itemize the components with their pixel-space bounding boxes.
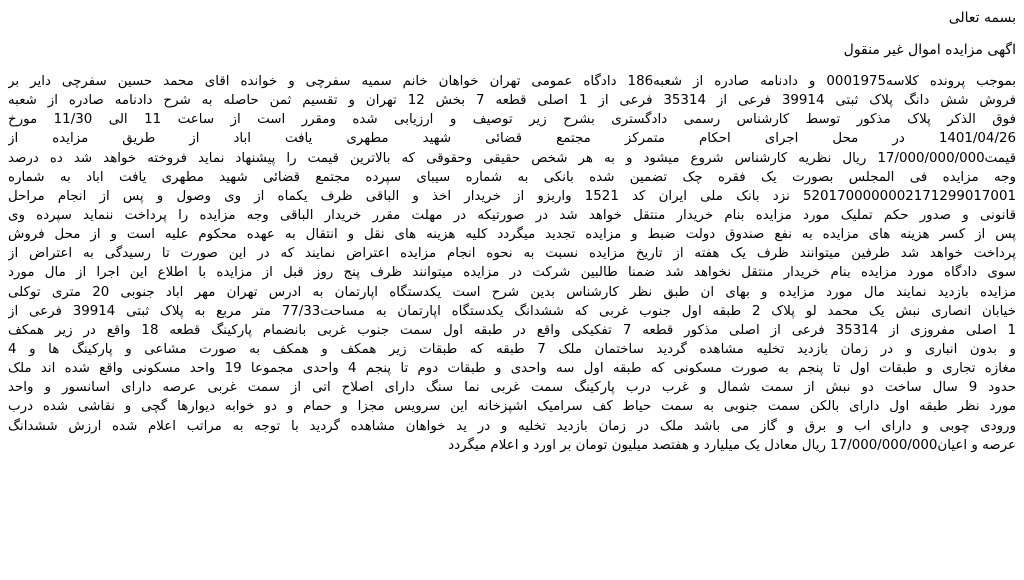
body-line-last: عرصه و اعیان17/000/000/000 ریال معادل یک میلیارد و هفتصد میلیون تومان بر اورد و اعلام میگردد [448,437,1016,453]
body-line: خیابان انصاری نبش یک محمد لو پلاک 2 طبقه اول جنوب غربی که ششدانگ یکدستگاه اپارتمان به مساحت77/33 متر مربع به پلاک ثبتی 39914 فرعی از [8,303,1016,319]
body-line: 1 اصلی مفروزی از 35314 فرعی از اصلی مذکور قطعه 7 تفکیکی واقع در طبقه اول سمت جنوب غربی بانضمام پارکینگ قطعه 18 واقع در زیر همکف [8,322,1016,338]
body-line: ورودی چوبی و دارای اب و برق و گاز می باشد ملک در زمان بازدید تخلیه و در ید خواهان مشاهده گردید با توجه به مراتب اعلام شده ارزش ششدانگ [8,418,1016,434]
body-line: فوق الذکر پلاک مذکور توسط کارشناس رسمی دادگستری بشرح زیر توصیف و ارزیابی شده ومقرر است از ساعت 11 الی 11/30 مورخ [8,112,1016,128]
notice-title: اگهی مزایده اموال غیر منقول [843,42,1016,58]
body-line: 5201700000002171299017001 نزد بانک ملی ایران کد 1521 واریزو از خریدار اخذ و الباقی ظرف یکماه از وی وصول و پس از انجام مراحل [8,188,1016,204]
body-line: قیمت17/000/000/000 ریال نظریه کارشناس شروع میشود و به هر شخص حقیقی وحقوقی که بالاترین قیمت را پیشنهاد نماید فروخته خواهد شد ده درصد [8,150,1016,166]
body-line: مزایده بازدید نمایند مال مورد مزایده و بهای ان طبق نظر کارشناس بدین شرح است یکدستگاه اپارتمان به ادرس تهران مهر اباد جنوبی 20 متری توکلی [8,284,1016,300]
body-line: فروش شش دانگ پلاک ثبتی 39914 فرعی از 35314 فرعی از 1 اصلی قطعه 7 بخش 12 تهران و تقسیم ثمن حاصله به شرح دادنامه صادره از شعبه [8,93,1016,109]
body-line: قانونی و صدور حکم تملیک مورد مزایده بنام خریدار منتقل خواهد شد در صورتیکه در مهلت مقرر خریدار الباقی وجه مزایده را پرداخت ننماید سپرده وی [8,207,1016,223]
body-line: پرداخت خواهد شد طرفین میتوانند ظرف یک هفته از تاریخ مزایده نسبت به نحوه انجام مزایده اعتراض نمایند که در این صورت تا رسیدگی به اعتراض از [8,246,1016,262]
body-line: بموجب پرونده کلاسه0001975 و دادنامه صادره از شعبه186 دادگاه عمومی تهران خواهان خانم سمیه سفرچی و خوانده اقای محمد حسین سفرچی دایر بر [8,74,1016,89]
basmala-heading: بسمه تعالی [948,10,1016,26]
body-line: 1401/04/26 در محل اجرای احکام متمرکز مجتمع قضائی شهید مطهری یافت اباد از طریق مزایده از [8,131,1016,147]
body-line: وجه مزایده فی المجلس بصورت یک فقره چک تضمین شده بانکی به شماره سیبای سپرده مجتمع قضائی شهید مطهری یافت اباد به شماره [8,169,1016,185]
body-line: حدود 9 سال ساخت دو نبش از سمت شمال و غرب درب پارکینگ سمت غربی نما سنگ دارای اصلاح اتی از سمت غربی عرصه دارای اسانسور و واحد [8,380,1016,396]
body-line: پس از کسر هزینه های مزایده به نفع صندوق دولت ضبط و مزایده تجدید میگردد کلیه هزینه های نقل و انتقال به عهده محکوم علیه است و از محل فروش [8,227,1016,243]
body-line: مورد نظر طبقه اول دارای بالکن سمت جنوبی به سمت حیاط کف سرامیک اشپزخانه این سرویس مجزا و حمام و دو خوابه دیوارها گچی و نقاشی شده درب [8,399,1016,415]
notice-body [8,72,1016,455]
body-line: و بدون انباری و در زمان بازدید تخلیه مشاهده گردید ساختمان ملک 7 طبقه که طبقات زیر همکف و همکف به صورت مشاعی و پارکینگ ها و 4 [8,341,1016,357]
body-line: مغازه تجاری و طبقات اول تا پنجم به صورت مسکونی که طبقه اول سه واحدی و طبقات دوم تا پنجم 4 واحدی مجموعا 19 واحد مسکونی واقع شده اند ملک [8,361,1016,377]
body-line: سوی دادگاه مورد مزایده بنام خریدار منتقل نخواهد شد ضمنا طالبین شرکت در مزایده میتوانند ظرف پنج روز قبل از مزایده با اطلاع این اجرا از مال مورد [8,265,1016,281]
